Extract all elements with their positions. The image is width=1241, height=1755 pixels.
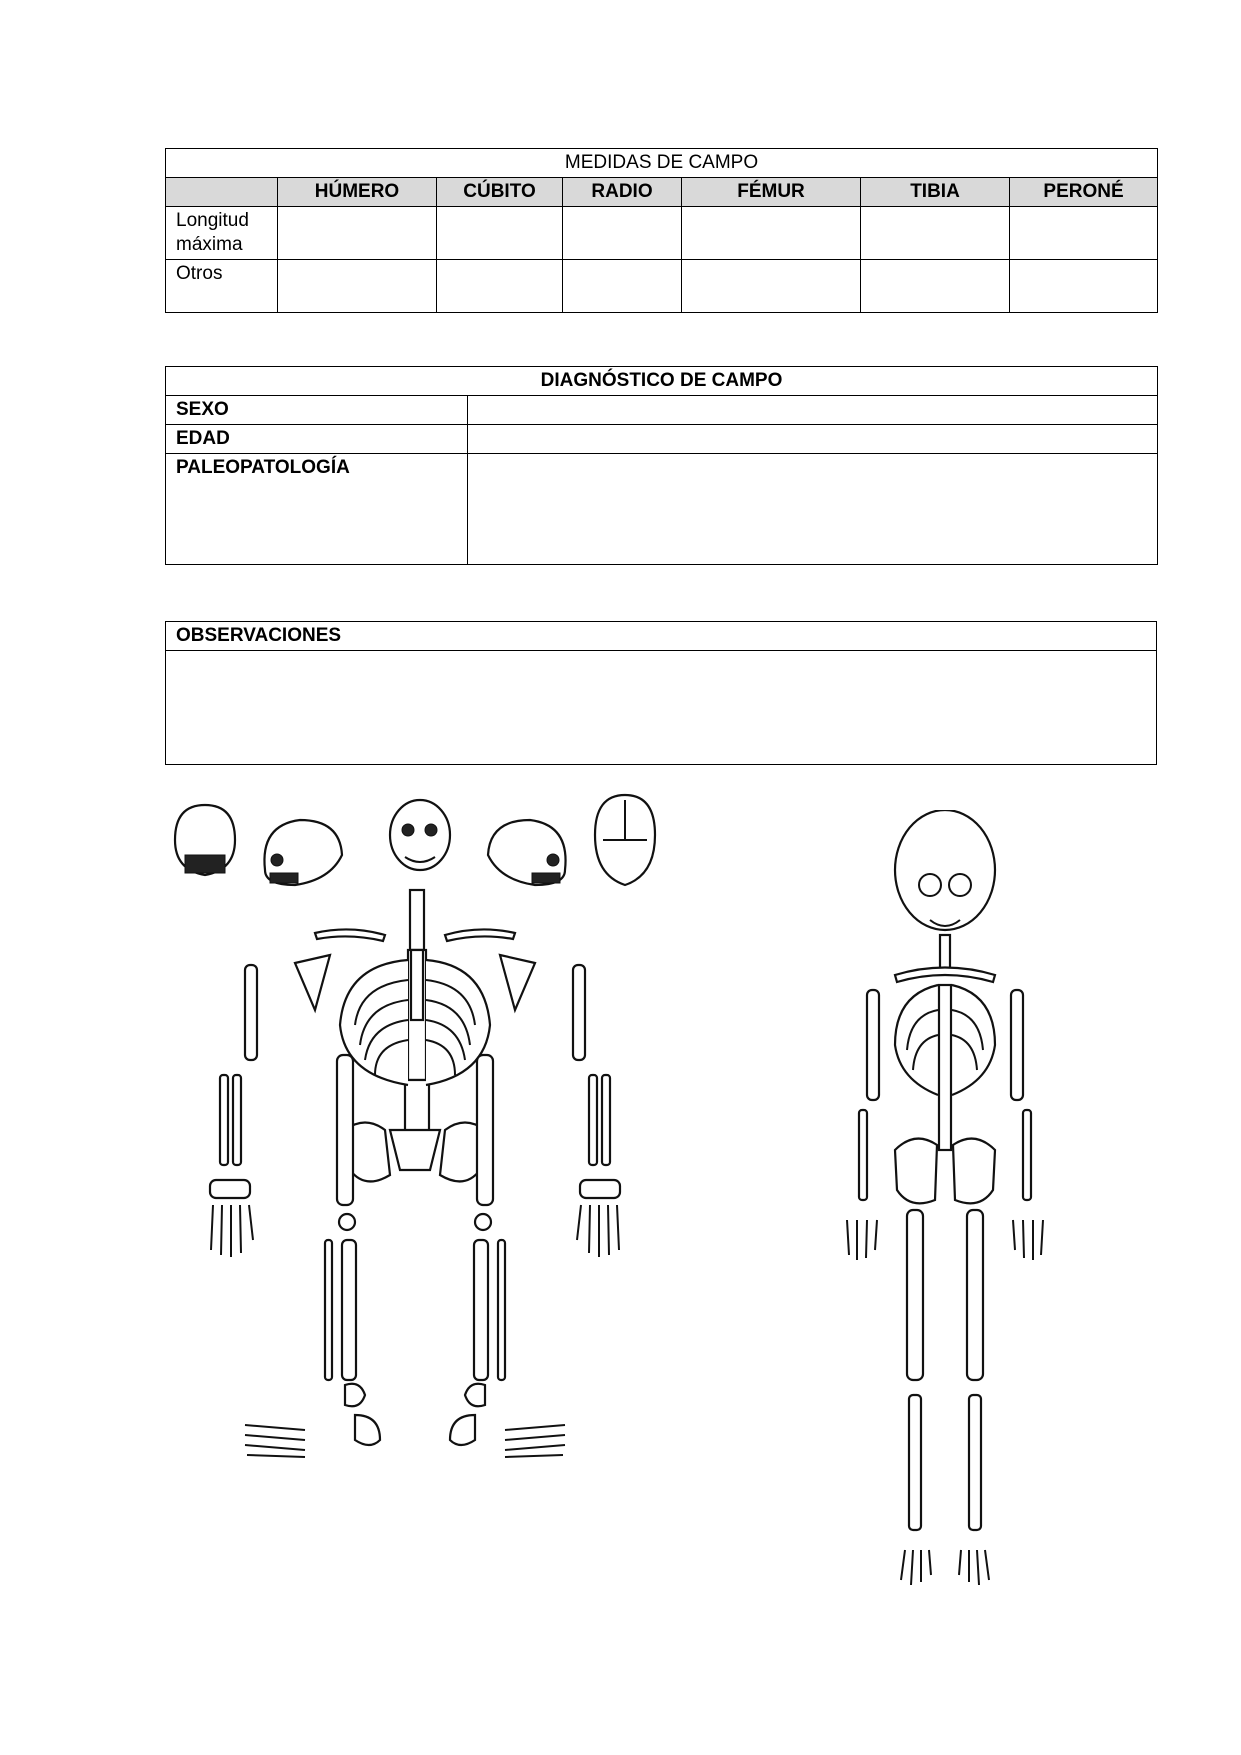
field-measurements-table — [165, 148, 1158, 313]
child-skull — [895, 810, 995, 930]
right-hand-bones — [577, 1180, 620, 1257]
left-ulna — [233, 1075, 241, 1165]
left-clavicle — [315, 929, 385, 941]
cell-femur-longitud[interactable] — [682, 207, 861, 260]
table-row — [166, 260, 1158, 313]
header-femur: FÉMUR — [682, 178, 861, 207]
right-patella — [475, 1214, 491, 1230]
child-left-tibia — [909, 1395, 921, 1530]
child-left-femur — [907, 1210, 923, 1380]
left-scapula — [295, 955, 330, 1010]
row-label-sexo: SEXO — [166, 396, 468, 425]
right-femur — [477, 1055, 493, 1205]
child-left-foot — [901, 1550, 931, 1585]
child-right-humerus — [1011, 990, 1023, 1100]
left-radius — [220, 1075, 228, 1165]
left-foot-bones — [245, 1384, 380, 1457]
child-left-forearm — [859, 1110, 867, 1200]
child-right-forearm — [1023, 1110, 1031, 1200]
observations-field[interactable] — [166, 651, 1157, 765]
skull-right-lateral-view — [488, 820, 566, 885]
right-fibula — [498, 1240, 505, 1380]
header-radio: RADIO — [563, 178, 682, 207]
skull-superior-view — [595, 795, 655, 885]
right-humerus — [573, 965, 585, 1060]
child-cervical-spine — [940, 935, 950, 970]
child-right-femur — [967, 1210, 983, 1380]
diagnosis-title: DIAGNÓSTICO DE CAMPO — [166, 367, 1158, 396]
vertebral-column — [405, 890, 429, 1160]
header-tibia: TIBIA — [861, 178, 1010, 207]
right-radius — [589, 1075, 597, 1165]
child-right-foot — [959, 1550, 989, 1585]
child-skeleton-diagram — [835, 810, 1095, 1610]
table-row — [166, 425, 1158, 454]
right-scapula — [500, 955, 535, 1010]
row-label-paleopatologia: PALEOPATOLOGÍA — [166, 454, 468, 565]
child-left-hand — [847, 1220, 877, 1260]
cell-perone-longitud[interactable] — [1010, 207, 1158, 260]
child-clavicles — [895, 968, 995, 983]
cell-humero-longitud[interactable] — [278, 207, 437, 260]
right-tibia — [474, 1240, 488, 1380]
cell-paleopatologia[interactable] — [468, 454, 1158, 565]
row-label-edad: EDAD — [166, 425, 468, 454]
cell-tibia-otros[interactable] — [861, 260, 1010, 313]
left-fibula — [325, 1240, 332, 1380]
cell-radio-longitud[interactable] — [563, 207, 682, 260]
adult-skeleton-diagram — [165, 785, 665, 1630]
cell-radio-otros[interactable] — [563, 260, 682, 313]
child-left-humerus — [867, 990, 879, 1100]
header-humero: HÚMERO — [278, 178, 437, 207]
right-ulna — [602, 1075, 610, 1165]
left-femur — [337, 1055, 353, 1205]
corner-header-cell — [166, 178, 278, 207]
row-label-otros: Otros — [166, 260, 278, 313]
cell-femur-otros[interactable] — [682, 260, 861, 313]
table-row — [166, 396, 1158, 425]
field-diagnosis-table — [165, 366, 1158, 565]
table-row — [166, 454, 1158, 565]
pelvis — [345, 1123, 485, 1182]
right-clavicle — [445, 929, 515, 941]
left-hand-bones — [210, 1180, 253, 1257]
skull-posterior-view — [175, 805, 235, 875]
left-humerus — [245, 965, 257, 1060]
table-row — [166, 207, 1158, 260]
left-patella — [339, 1214, 355, 1230]
measurements-title: MEDIDAS DE CAMPO — [166, 149, 1158, 178]
header-cubito: CÚBITO — [437, 178, 563, 207]
cell-cubito-otros[interactable] — [437, 260, 563, 313]
cell-perone-otros[interactable] — [1010, 260, 1158, 313]
child-right-hand — [1013, 1220, 1043, 1260]
skull-front-view — [390, 800, 450, 870]
header-perone: PERONÉ — [1010, 178, 1158, 207]
right-foot-bones — [450, 1384, 565, 1457]
cell-edad[interactable] — [468, 425, 1158, 454]
child-vertebral-column — [939, 985, 951, 1150]
observations-title: OBSERVACIONES — [166, 622, 1157, 651]
left-tibia — [342, 1240, 356, 1380]
observations-table — [165, 621, 1157, 765]
cell-sexo[interactable] — [468, 396, 1158, 425]
cell-tibia-longitud[interactable] — [861, 207, 1010, 260]
cell-humero-otros[interactable] — [278, 260, 437, 313]
skull-left-lateral-view — [264, 820, 342, 885]
row-label-longitud: Longitud máxima — [166, 207, 278, 260]
child-right-tibia — [969, 1395, 981, 1530]
cell-cubito-longitud[interactable] — [437, 207, 563, 260]
